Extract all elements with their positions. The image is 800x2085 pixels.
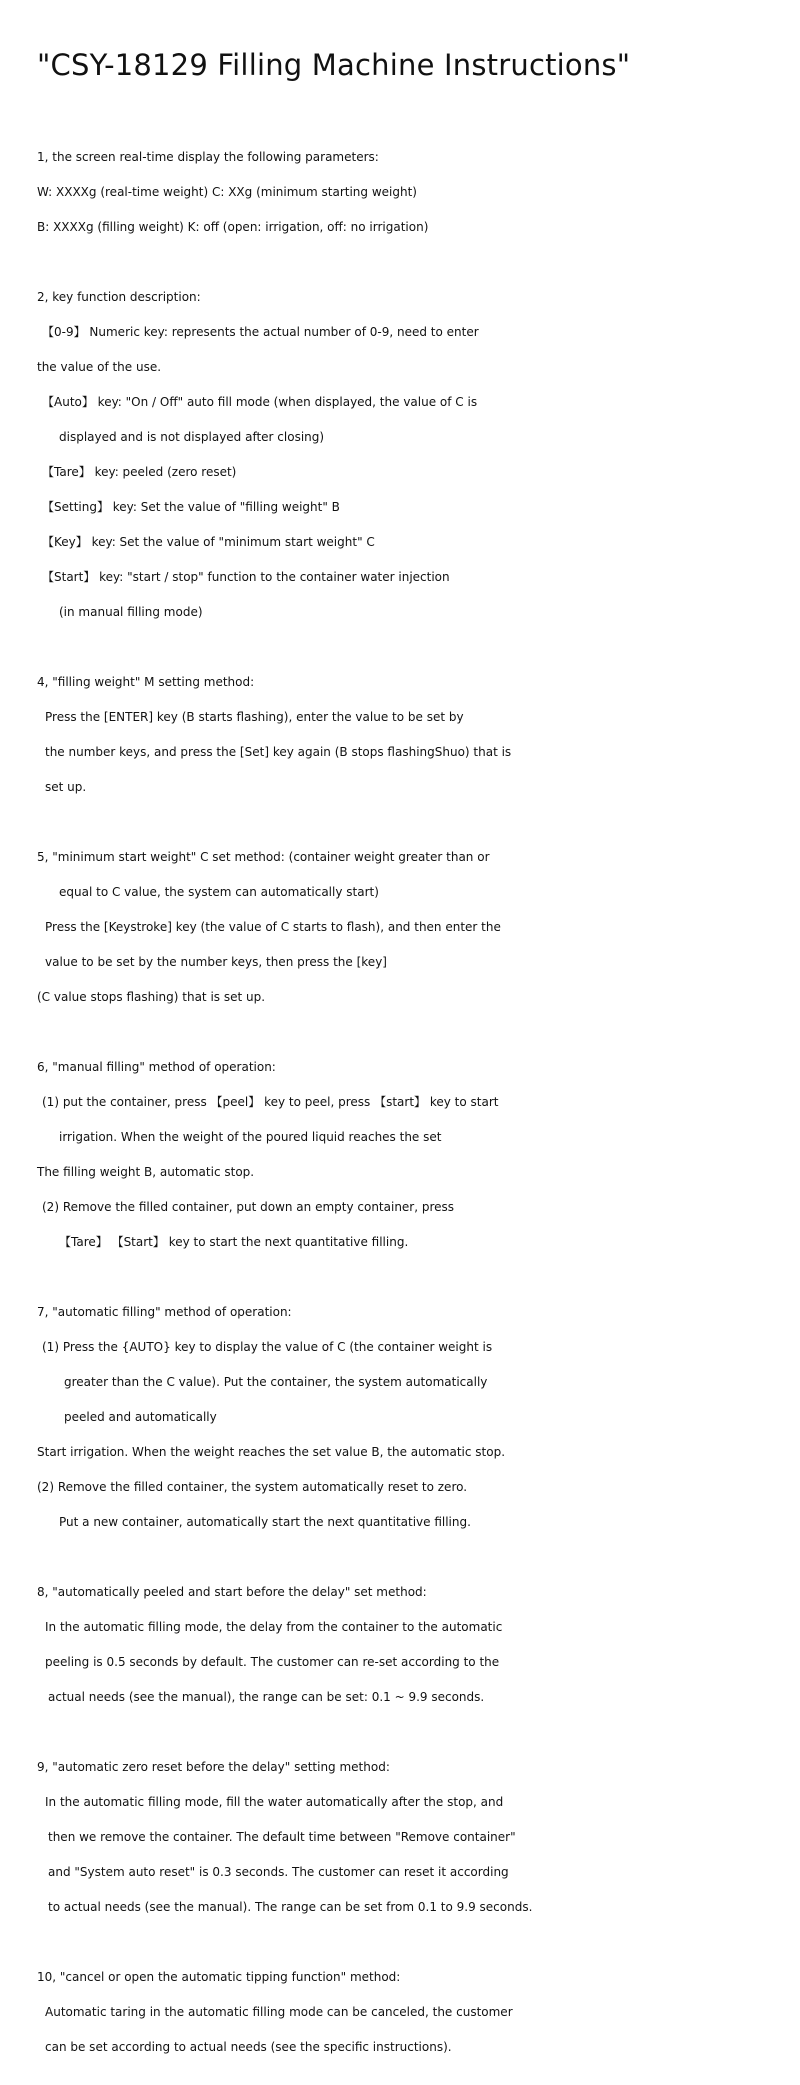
section-2 [37,280,800,630]
section-line: set up. [45,780,87,794]
section-line: peeled and automatically [64,1410,217,1424]
section-line: 【0-9】 Numeric key: represents the actual number of 0-9, need to enter [42,325,479,339]
section-line: In the automatic filling mode, the delay from the container to the automatic [45,1620,503,1634]
section-line: 8, "automatically peeled and start before the delay" set method: [37,1585,427,1599]
document-title: "CSY-18129 Filling Machine Instructions" [37,48,631,82]
section-line: Put a new container, automatically start the next quantitative filling. [59,1515,471,1529]
section-7 [37,1575,800,1715]
section-line: 2, key function description: [37,290,201,304]
section-line: Press the [ENTER] key (B starts flashing), enter the value to be set by [45,710,464,724]
section-line: can be set according to actual needs (see the specific instructions). [45,2040,452,2054]
section-9 [37,1960,800,2065]
section-line: 7, "automatic filling" method of operation: [37,1305,292,1319]
section-line: 6, "manual filling" method of operation: [37,1060,276,1074]
section-line: 【Auto】 key: "On / Off" auto fill mode (when displayed, the value of C is [42,395,478,409]
section-8 [37,1750,800,1925]
section-line: In the automatic filling mode, fill the water automatically after the stop, and [45,1795,504,1809]
section-line: (1) put the container, press 【peel】 key to peel, press 【start】 key to start [42,1095,499,1109]
section-5 [37,1050,800,1260]
section-line: 9, "automatic zero reset before the delay" setting method: [37,1760,390,1774]
section-line: 【Start】 key: "start / stop" function to the container water injection [42,570,450,584]
document-body [37,140,800,2065]
section-line: to actual needs (see the manual). The range can be set from 0.1 to 9.9 seconds. [48,1900,533,1914]
section-line: the number keys, and press the [Set] key again (B stops flashingShuo) that is [45,745,512,759]
section-line: (2) Remove the filled container, put down an empty container, press [42,1200,455,1214]
section-line: greater than the C value). Put the container, the system automatically [64,1375,488,1389]
section-line: peeling is 0.5 seconds by default. The customer can re-set according to the [45,1655,500,1669]
section-line: equal to C value, the system can automatically start) [59,885,379,899]
section-line: W: XXXXg (real-time weight) C: XXg (minimum starting weight) [37,185,417,199]
section-line: 1, the screen real-time display the following parameters: [37,150,379,164]
section-line: 【Key】 key: Set the value of "minimum start weight" C [42,535,375,549]
section-line: B: XXXXg (filling weight) K: off (open: irrigation, off: no irrigation) [37,220,429,234]
section-line: actual needs (see the manual), the range can be set: 0.1 ~ 9.9 seconds. [48,1690,485,1704]
section-line: Automatic taring in the automatic filling mode can be canceled, the customer [45,2005,513,2019]
section-line: Start irrigation. When the weight reaches the set value B, the automatic stop. [37,1445,506,1459]
section-6 [37,1295,800,1540]
section-line: value to be set by the number keys, then press the [key] [45,955,387,969]
section-line: then we remove the container. The default time between "Remove container" [48,1830,516,1844]
section-line: 4, "filling weight" M setting method: [37,675,255,689]
section-1 [37,140,800,245]
section-3 [37,665,800,805]
section-line: and "System auto reset" is 0.3 seconds. The customer can reset it according [48,1865,509,1879]
section-line: 【Tare】 key: peeled (zero reset) [42,465,237,479]
section-line: (2) Remove the filled container, the system automatically reset to zero. [37,1480,468,1494]
section-line: 5, "minimum start weight" C set method: (container weight greater than or [37,850,490,864]
section-line: 10, "cancel or open the automatic tipping function" method: [37,1970,401,1984]
section-line: The filling weight B, automatic stop. [37,1165,255,1179]
section-line: irrigation. When the weight of the poured liquid reaches the set [59,1130,442,1144]
section-line: 【Tare】 【Start】 key to start the next quantitative filling. [59,1235,409,1249]
section-line: (1) Press the {AUTO} key to display the value of C (the container weight is [42,1340,493,1354]
section-line: (in manual filling mode) [59,605,203,619]
section-line: Press the [Keystroke] key (the value of C starts to flash), and then enter the [45,920,501,934]
section-line: the value of the use. [37,360,162,374]
section-line: (C value stops flashing) that is set up. [37,990,266,1004]
section-line: displayed and is not displayed after closing) [59,430,325,444]
section-4 [37,840,800,1015]
section-line: 【Setting】 key: Set the value of "filling weight" B [42,500,340,514]
